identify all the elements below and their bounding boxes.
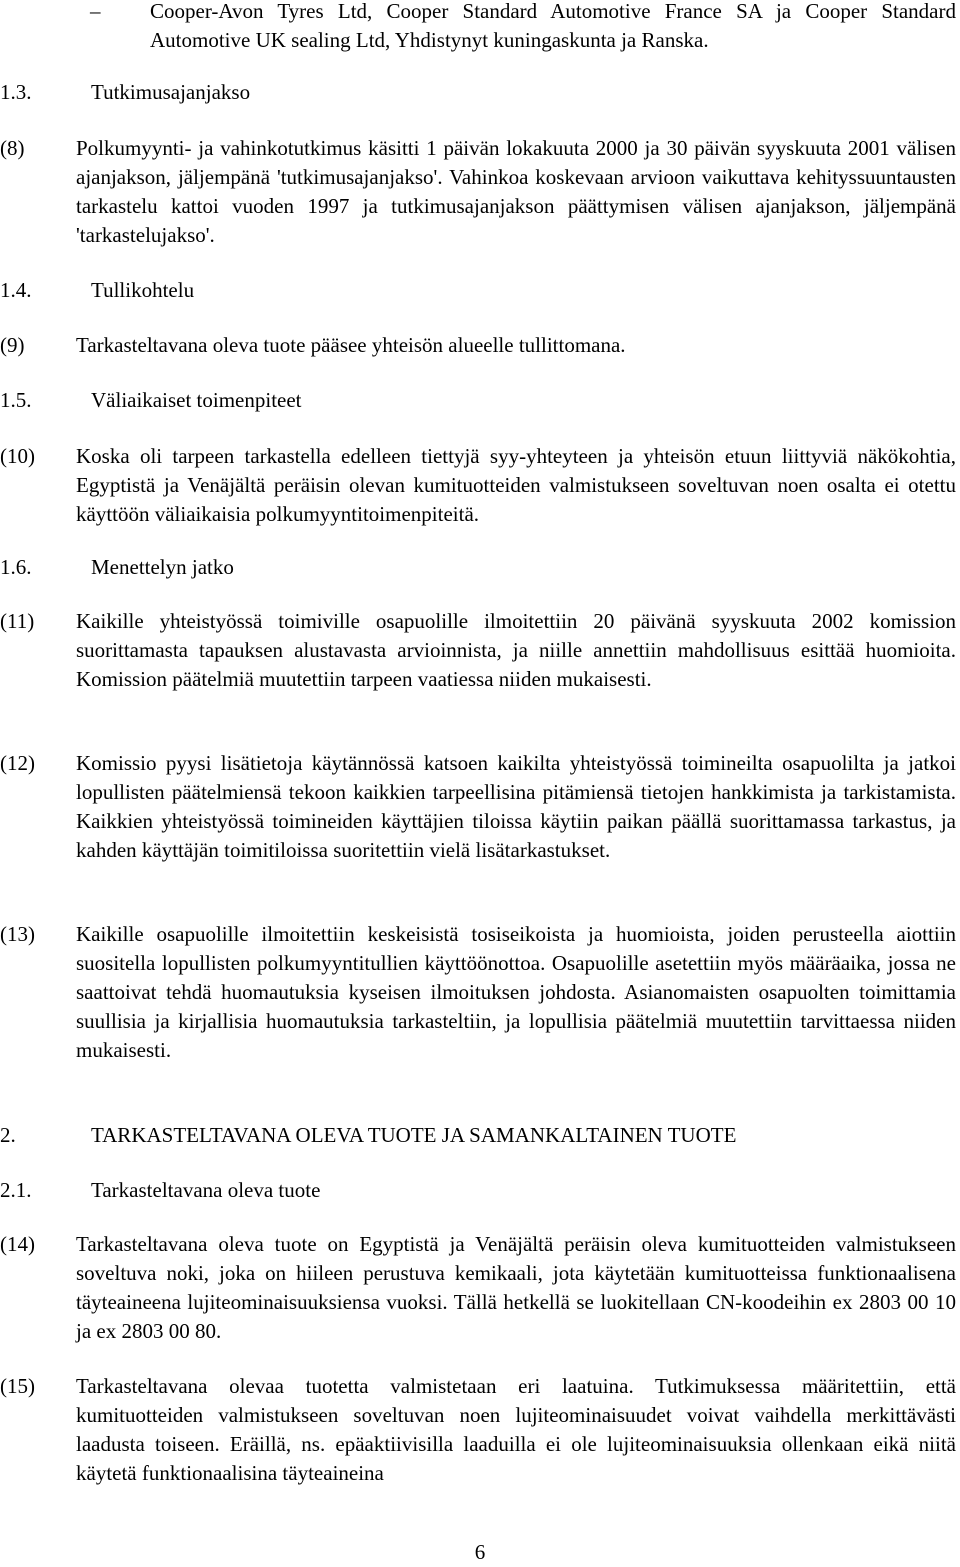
paragraph-number: (14) [0,1232,35,1256]
paragraph-text: Komissio pyysi lisätietoja käytännössä katsoen kaikilta yhteistyössä toimineilta osapuolilta ja jatkoi lopullisten päätelmiensä tekoon kaikkien tarpeellisina pitämiensä tietojen hankkimista ja tarkistamista. Kaikkien yhteistyössä toimineiden käyttäjien tiloissa käytiin paikan päällä suorittamassa tarkastus, ja kahden käyttäjän toimitiloissa suoritettiin vielä lisätarkastukset. [76,751,956,862]
paragraph-number: (11) [0,609,35,633]
page-number: 6 [474,1540,486,1564]
section-number: 1.4. [0,278,32,302]
section-number: 1.6. [0,555,32,579]
paragraph-number: (8) [0,136,25,160]
paragraph-number: (9) [0,333,25,357]
paragraph-text: Polkumyynti- ja vahinkotutkimus käsitti 1 päivän lokakuuta 2000 ja 30 päivän syyskuuta 2001 välisen ajanjakson, jäljempänä 'tutkimusajanjakso'. Vahinkoa koskevaan arvioon vaikuttava kehityssuuntausten tarkastelu kattoi vuoden 1997 ja tutkimusajanjakson päättymisen välisen ajanjakson, jäljempänä 'tarkastelujakso'. [76,136,956,247]
paragraph-number: (12) [0,751,35,775]
paragraph-text: Tarkasteltavana oleva tuote on Egyptistä ja Venäjältä peräisin oleva kumituotteiden valmistukseen soveltuva noki, joka on hiileen perustuva kemikaali, jota käytetään kumituotteissa funktionaalisena täyteaineena lujiteominaisuuksiensa vuoksi. Tällä hetkellä se luokitellaan CN-koodeihin ex 2803 00 10 ja ex 2803 00 80. [76,1232,956,1343]
paragraph-number: (10) [0,444,35,468]
paragraph-text: Kaikille osapuolille ilmoitettiin keskeisistä tosiseikoista ja huomioista, joiden perusteella aiottiin suositella lopullisten polkumyyntitullien käyttöönottoa. Osapuolille asetettiin myös määräaika, jossa ne saattoivat tehdä huomautuksia kyseisen ilmoituksen johdosta. Asianomaisten osapuolten toimittamia suullisia ja kirjallisia huomautuksia tarkasteltiin, ja lopullisia päätelmiä muutettiin tarvittaessa niiden mukaisesti. [76,922,956,1062]
section-title: Menettelyn jatko [91,555,234,579]
bullet-dash: – [90,0,101,23]
paragraph-text: Tarkasteltavana oleva tuote pääsee yhteisön alueelle tullittomana. [76,333,626,357]
paragraph-number: (13) [0,922,35,946]
section-number: 2.1. [0,1178,32,1202]
paragraph-text: Koska oli tarpeen tarkastella edelleen tiettyjä syy-yhteyteen ja yhteisön etuun liittyviä näkökohtia, Egyptistä ja Venäjältä peräisin olevan kumituotteiden valmistukseen soveltuvan noen osalta ei otettu käyttöön väliaikaisia polkumyyntitoimenpiteitä. [76,444,956,526]
section-title: Tarkasteltavana oleva tuote [91,1178,321,1202]
paragraph-number: (15) [0,1374,35,1398]
bullet-text: Cooper-Avon Tyres Ltd, Cooper Standard Automotive France SA ja Cooper Standard Automotive UK sealing Ltd, Yhdistynyt kuningaskunta ja Ranska. [150,0,956,52]
section-number: 1.5. [0,388,32,412]
section-title: Tullikohtelu [91,278,195,302]
section-number: 1.3. [0,80,32,104]
paragraph-text: Kaikille yhteistyössä toimiville osapuolille ilmoitettiin 20 päivänä syyskuuta 2002 komission suorittamasta tapauksen alustavasta arvioinnista, ja niille annettiin mahdollisuus esittää huomioita. Komission päätelmiä muutettiin tarpeen vaatiessa niiden mukaisesti. [76,609,956,691]
paragraph-text: Tarkasteltavana olevaa tuotetta valmistetaan eri laatuina. Tutkimuksessa määritettiin, että kumituotteiden valmistukseen soveltuvan noen lujiteominaisuudet voivat vaihdella merkittävästi laadusta toiseen. Eräillä, ns. epäaktiivisilla laaduilla ei ole lujiteominaisuuksia ollenkaan eikä niitä käytetä funktionaalisina täyteaineina [76,1374,956,1485]
section-title: Tutkimusajanjakso [91,80,251,104]
section-title: TARKASTELTAVANA OLEVA TUOTE JA SAMANKALTAINEN TUOTE [91,1123,737,1147]
section-title: Väliaikaiset toimenpiteet [91,388,302,412]
section-number: 2. [0,1123,16,1147]
